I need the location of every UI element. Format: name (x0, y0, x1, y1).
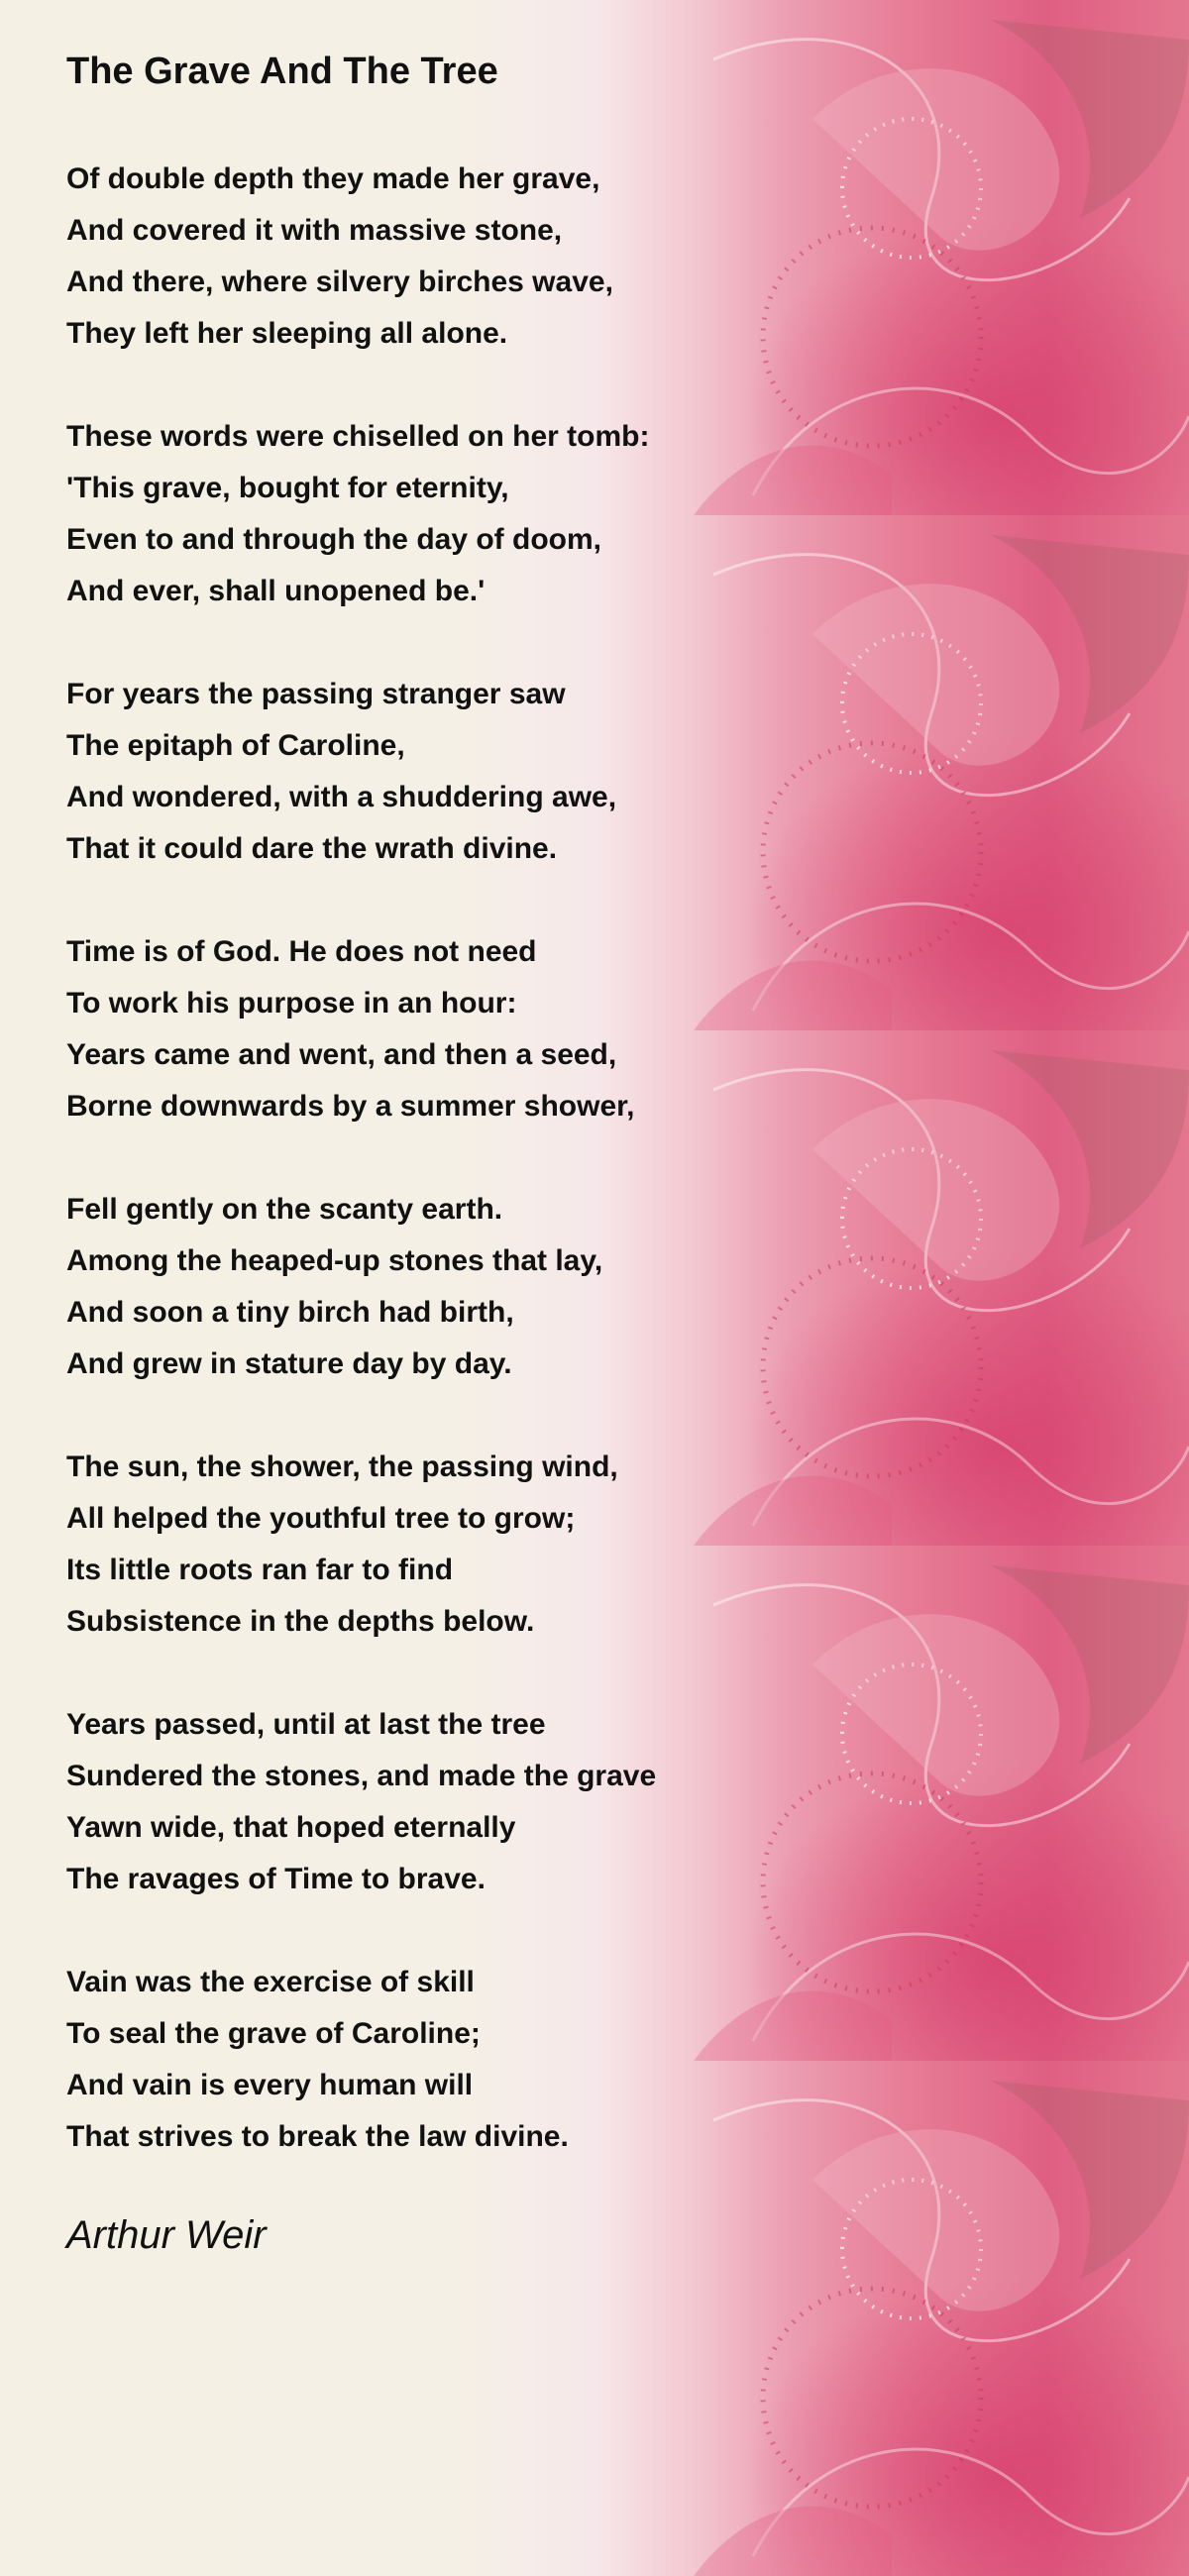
poem-line: Years passed, until at last the tree (66, 1708, 546, 1741)
poem-line: All helped the youthful tree to grow; (66, 1502, 576, 1535)
poem-body (66, 154, 656, 2214)
poem-line: Years came and went, and then a seed, (66, 1038, 617, 1071)
poem-line: Of double depth they made her grave, (66, 162, 600, 195)
poem-line: Its little roots ran far to find (66, 1554, 454, 1586)
poem-line: Subsistence in the depths below. (66, 1605, 535, 1638)
poem-line: Fell gently on the scanty earth. (66, 1193, 503, 1226)
poem-line: That strives to break the law divine. (66, 2120, 569, 2153)
poem-stanza (66, 926, 656, 1132)
poem-stanza (66, 1442, 656, 1648)
poem-line: 'This grave, bought for eternity, (66, 472, 509, 504)
poem-line: And soon a tiny birch had birth, (66, 1296, 514, 1329)
poem-stanza (66, 1699, 656, 1905)
poem-line: And ever, shall unopened be.' (66, 575, 486, 607)
poem-line: Vain was the exercise of skill (66, 1966, 475, 1998)
poem-stanza (66, 1184, 656, 1390)
poem-title: The Grave And The Tree (66, 51, 498, 92)
poem-stanza (66, 1957, 656, 2163)
poem-line: To work his purpose in an hour: (66, 987, 517, 1020)
poem-line: And grew in stature day by day. (66, 1347, 512, 1380)
poem-line: And vain is every human will (66, 2069, 474, 2101)
poem-line: And covered it with massive stone, (66, 214, 563, 247)
poem-line: Time is of God. He does not need (66, 935, 537, 968)
poem-line: Among the heaped-up stones that lay, (66, 1244, 603, 1277)
poem-line: Yawn wide, that hoped eternally (66, 1811, 516, 1844)
poem-line: The ravages of Time to brave. (66, 1863, 486, 1895)
poem-author: Arthur Weir (66, 2213, 267, 2257)
poem-line: For years the passing stranger saw (66, 678, 566, 710)
poem-line: And wondered, with a shuddering awe, (66, 781, 617, 813)
poem-line: To seal the grave of Caroline; (66, 2017, 481, 2050)
poem-stanza (66, 154, 656, 360)
poem-line: The sun, the shower, the passing wind, (66, 1450, 618, 1483)
poem-line: Borne downwards by a summer shower, (66, 1090, 635, 1123)
poem-line: Sundered the stones, and made the grave (66, 1760, 657, 1792)
poem-line: They left her sleeping all alone. (66, 317, 508, 350)
poem-line: And there, where silvery birches wave, (66, 266, 613, 298)
poem-stanza (66, 411, 656, 617)
poem-line: These words were chiselled on her tomb: (66, 420, 650, 453)
poem-stanza (66, 669, 656, 875)
poem-line: Even to and through the day of doom, (66, 523, 601, 556)
poem-line: The epitaph of Caroline, (66, 729, 405, 762)
poem-line: That it could dare the wrath divine. (66, 832, 558, 865)
